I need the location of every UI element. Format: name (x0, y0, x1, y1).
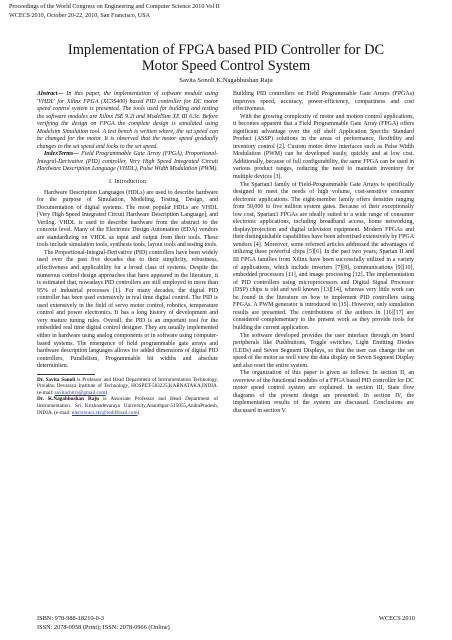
abstract-text: In this paper, the implementation of software module using 'VHDL' for Xilinx FPGA (XC3S400) based PID controller for DC motor speed control system is presented. The tools used for building and testing the software modules are Xilinx ISE 9.2i and ModelSim XE III 6.3c. Before verifying the design on FPGA the complete design is simulated using Modelsim Simulation tool. A test bench is written where, the set speed can be changed for the motor. It is observed that the motor speed gradually changes to the set speed and locks to the set speed. (37, 91, 218, 150)
intro-paragraph: The Proportional-Integral-Derivative (PID) controllers have been widely used over the past five decades due to their simplicity, robustness, effectiveness and applicability for a broad class of systems. Despite the numerous control design approaches that have appeared in the literature, it is estimated that, nowadays PID controllers are still employed in more than 95% of industrial processes [1]. For many decades, the digital PID controller has been used extensively in real time digital control. The PID is used extensively in the field of servo motor control, robotics, temperature control and power electronics. It has a long history of development and very mature tuning rules. Overall, the PID is an important tool for the embedded real time digital control designer. They are usually implemented either in hardware using analog components or in software using computer-based systems. The emergence of field programmable gate arrays and hardware description languages allows for added dimensions of digital PID controllers, Parallelism, Programmable bit widths and absolute determinism. (37, 249, 218, 370)
footer-issn: ISSN: 2078-0958 (Print); ISSN: 2078-0966 (Online) (37, 623, 170, 631)
author-names: Savita Sonoli K.Nagabhushan Raju (179, 77, 273, 84)
title-line-1: Implementation of FPGA based PID Controller for DC (67, 42, 385, 58)
index-terms (37, 151, 218, 174)
author-footnote (37, 377, 218, 397)
footer-isbn-issn (37, 615, 170, 632)
proceedings-header (9, 3, 220, 20)
paper-title (0, 42, 452, 74)
right-column (233, 91, 414, 416)
left-column (37, 91, 218, 416)
body-paragraph: With the growing complexity of motor and motion control applications, it becomes apparent that a Field Programmable Gate Array (FPGA) offers significant advantage over the off shelf Application Specific Standard Product (ASSP) solutions in the areas of performance, flexibility and inventory control [2]. Custom motor drive interfaces such as Pulse Width Modulation (PWM) can be developed easily, quickly and at low cost. Additionally, because of full configurability, the same FPGA can be used in various product ranges, reducing the need to maintain inventory for multiple devices [3]. (233, 113, 414, 181)
body-paragraph: The Spartan3 family of Field-Programmable Gate Arrays is specifically designed to meet the needs of high volume, cost-sensitive consumer electronic applications. The eight-member family offers densities ranging from 50,000 to five million system gates. Because of their exceptionally low cost, Spartan3 FPGAs are ideally suited to a wide range of consumer electronic applications, including broadband access, home networking, display/projection and digital television equipment. Modern FPGAs and their distinguishable capabilities have been advertised extensively by FPGA vendors [4]. Moreover, some refereed articles addressed the advantages of utilizing these powerful chips [5][6]. In the past two years, Spartan II and III FPGA families from Xilinx have been successfully utilized in a variety of applications, which include inverters [7][8], communications [9][10], embedded processors [11], and image processing [12]. The implementation of PID controllers using microprocessors and Digital Signal Processor (DSP) chips is old and well known [13][14], whereas very little work can be found in the literature on how to implement PID controllers using FPGAs. A PWM generator is introduced in [15]. However, only simulation results are presented. The contributions of the authors in [16][17] are considered complementary to the present work as they provide tools for building the current application. (233, 181, 414, 331)
email-link[interactable]: electronics.rkr@rediffmail.com (72, 409, 138, 416)
footnote-author-name: Dr. Savita Sonoli (37, 376, 76, 383)
footnote-text: is Professor and Head Department of Instrumentation Technology, Proudhu Devaraya Institute of Technology, HOSPET-583225,KARNATAKA,INDIA. (e-mail: (37, 376, 218, 396)
author-footnote (37, 396, 218, 416)
footnote-divider (37, 374, 95, 375)
footnote-author-name: Dr. K.Nagabhushan Raju (37, 396, 99, 403)
section-heading-introduction: I. Introduction (108, 179, 147, 186)
footnote-tail: ) (105, 389, 108, 396)
header-line-2: WCECS 2010, October 20-22, 2010, San Francisco, USA (9, 12, 150, 19)
abstract-label: Abstract— (37, 91, 64, 97)
intro-paragraph: Hardware Description Languages (HDLs) are used to describe hardware for the purpose of Simulation, Modeling, Testing, Design, and Documentation of digital systems. The most popular HDLs are VHDL [Very High Speed Integrated Circuit Hardware Description Language], and Verilog. VHDL is used to describe hardware from the abstract to the concrete level. Many of the Electronic Design Automation (EDA) vendors are standardizing on VHDL as input and output from their tools. These tools include simulation tools, synthesis tools, layout tools and testing tools. (37, 189, 218, 249)
email-link[interactable]: savitachitra@gmail.com (54, 389, 106, 396)
footer-isbn: ISBN: 978-988-18210-0-3 (37, 615, 104, 622)
body-paragraph: The organization of this paper is given as follows: In section II, an overview of the functional modules of a FPGA based PID controller for DC motor speed control system are explained. In section III, State flow diagrams of the present design are presented. In section IV, the implementation results of the system are discussed. Conclusions are discussed in section V. (233, 370, 414, 414)
index-terms-text: Field Programmable Gate Array (FPGA), Proportional-Integral-Derivative (PID) controller, Very High Speed Integrated Circuit Hardware Description Language (VHDL), Pulse Width Modulation (PWM). (37, 151, 218, 173)
footnote-tail: ) (137, 409, 140, 416)
index-terms-label: IndexTerms— (44, 151, 80, 158)
title-line-2: Motor Speed Control System (141, 58, 311, 74)
abstract (37, 91, 218, 151)
footnote-text: is Associate Professor and Head Department of Instrumentation. Sri Krishnadevaraya University,Ananthpur-515055,AndraPradesh, INDIA. (e-mail: (37, 396, 218, 416)
header-line-1: Proceedings of the World Congress on Engineering and Computer Science 2010 Vol II (9, 4, 220, 10)
body-paragraph: Building PID controllers on Field Programmable Gate Arrays (FPGAs) improves speed, accuracy, power-efficiency, compactness and cost effectiveness. (233, 91, 414, 113)
body-paragraph: The software developed provides the user interface through on board peripherals like Pushbuttons, Toggle switches, Light Emitting Diodes (LEDs) and Seven Segment Displays, so that the user can change the set speed of the motor as well view the data display on Seven Segment Display and also reset the entire system. (233, 332, 414, 369)
footer-conference: WCECS 2010 (379, 615, 415, 622)
